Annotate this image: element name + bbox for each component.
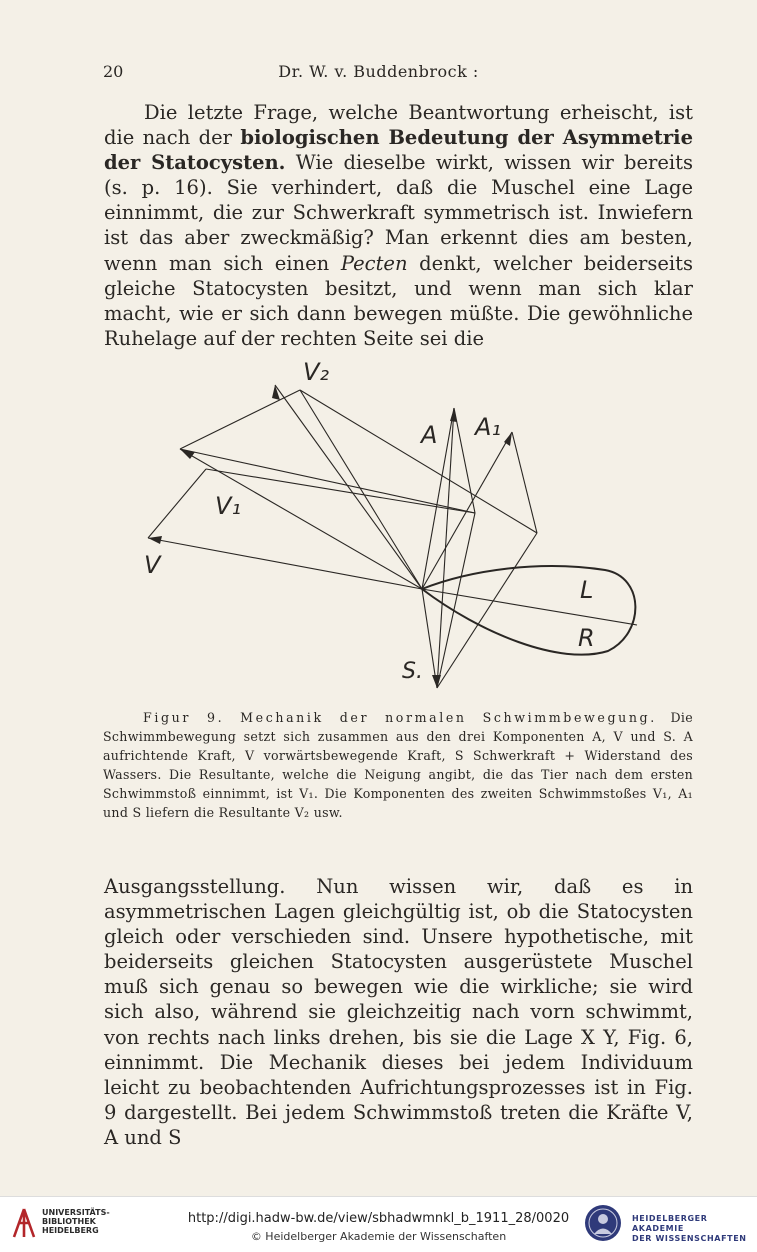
label-l: L — [580, 576, 594, 604]
paragraph-2 — [104, 874, 693, 1150]
caption-title: Figur 9. Mechanik der normalen Schwimmbewegung. — [143, 710, 657, 725]
construction-line — [512, 432, 537, 533]
construction-line — [454, 408, 475, 513]
academy-name: HEIDELBERGER AKADEMIE DER WISSENSCHAFTEN — [632, 1214, 747, 1243]
arrowhead-v1 — [180, 449, 195, 459]
arrowhead-s — [432, 675, 441, 688]
label-s: S. — [402, 659, 423, 684]
vector-v-line — [148, 538, 422, 589]
construction-line — [148, 469, 206, 538]
paragraph-1 — [104, 100, 693, 351]
paragraph-1-text-b: Wie dieselbe wirkt, wissen wir bereits (s. p. 16). Sie verhindert, daß die Muschel eine Lage einnimmt, die zur Schwerkraft symmetrisch ist. Inwiefern ist das aber zweckmäßig? Man erkennt dies am besten, wenn man sich einen — [104, 151, 694, 275]
page-header — [0, 62, 757, 88]
page-url-link[interactable]: http://digi.hadw-bw.de/view/sbhadwmnkl_b_1911_28/0020 — [187, 1211, 570, 1226]
paragraph-2-text: Ausgangsstellung. Nun wissen wir, daß es in asymmetrischen Lagen gleichgültig ist, ob die Statocysten gleich oder verschieden sind. Unsere hypothetische, mit beiderseits gleichen Statocysten ausgerüstete Muschel muß sich genau so bewegen wie die wirkliche; sie wird sich also, während sie gleichzeitig nach vorn schwimmt, von rechts nach links drehen, bis sie die Lage X Y, Fig. 6, einnimmt. Die Mechanik dieses bei jedem Individuum leicht zu beobachtenden Aufrichtungsprozesses ist in Fig. 9 dargestellt. Bei jedem Schwimmstoß treten die Kräfte V, A und S — [104, 875, 693, 1149]
paragraph-1-italic: Pecten — [340, 251, 408, 275]
page-number: 20 — [103, 62, 124, 81]
construction-line — [300, 390, 422, 589]
label-a1: A₁ — [475, 413, 502, 441]
label-v1: V₁ — [215, 492, 242, 520]
academy-seal-icon — [583, 1203, 623, 1243]
copyright-notice: © Heidelberger Akademie der Wissenschaften — [250, 1230, 507, 1243]
shell-outline — [422, 566, 635, 655]
construction-line — [437, 408, 454, 688]
arrowhead-v — [148, 536, 162, 544]
library-name: UNIVERSITÄTS- BIBLIOTHEK HEIDELBERG — [42, 1208, 110, 1235]
vector-v2-line — [275, 385, 422, 589]
label-v2: V₂ — [303, 358, 330, 386]
paragraph-1-text-c: denkt, welcher beiderseits gleiche Statocysten besitzt, und wenn man sich klar macht, wie er sich dann bewegen müßte. Die gewöhnliche Ruhelage auf der rechten Seite sei die — [104, 251, 693, 350]
label-a: A — [421, 421, 438, 449]
caption-text: Die Schwimmbewegung setzt sich zusammen aus den drei Komponenten A, V und S. A aufrichtende Kraft, V vorwärtsbewegende Kraft, S Schwerkraft + Widerstand des Wassers. Die Resultante, welche die Neigung angibt, die das Tier nach dem ersten Schwimmstoß einnimmt, ist V₁. Die Komponenten des zweiten Schwimmstoßes V₁, A₁ und S liefern die Resultante V₂ usw. — [103, 710, 693, 820]
figure-9-diagram — [140, 348, 650, 698]
running-title: Dr. W. v. Buddenbrock : — [278, 62, 479, 81]
paragraph-1-text-a: Die letzte Frage, welche Beantwortung erheischt, ist die nach der — [104, 101, 693, 150]
construction-line — [300, 390, 537, 533]
label-v: V — [144, 551, 161, 579]
paragraph-1-bold: biologischen Bedeutung der Asymmetrie der Statocysten. — [104, 126, 693, 175]
label-r: R — [578, 624, 595, 652]
vector-s-line — [422, 589, 437, 688]
construction-line — [180, 390, 300, 449]
footer-bar — [0, 1196, 757, 1252]
figure-caption — [103, 708, 693, 822]
